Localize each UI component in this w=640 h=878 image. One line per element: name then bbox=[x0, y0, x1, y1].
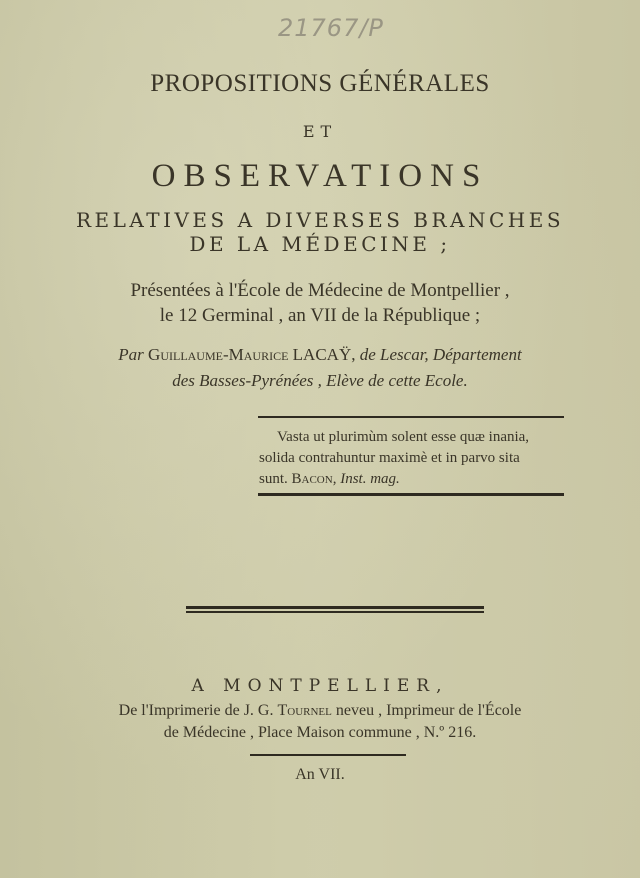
epigraph-author: Bacon bbox=[291, 471, 333, 487]
imprint-line-2: de Médecine , Place Maison commune , N.º 216. bbox=[163, 724, 477, 741]
title-relatives-1: RELATIVES A DIVERSES BRANCHES bbox=[75, 208, 565, 232]
title-conjunction: ET bbox=[302, 122, 338, 141]
imprint-post: neveu , Imprimeur de l'École bbox=[335, 702, 522, 719]
shelfmark-annotation: 21767/P bbox=[278, 14, 384, 42]
title-line-2: OBSERVATIONS bbox=[151, 158, 489, 194]
epigraph-bottom-rule bbox=[258, 493, 564, 496]
epigraph-line-2: solida contrahuntur maximè et in parvo sita bbox=[259, 450, 520, 466]
imprint-city: A MONTPELLIER, bbox=[191, 676, 449, 696]
author-line-1 bbox=[0, 345, 640, 365]
author-par: Par bbox=[118, 345, 144, 364]
publication-year: An VII. bbox=[295, 766, 345, 783]
epigraph-line-1: Vasta ut plurimùm solent esse quæ inania, bbox=[277, 429, 530, 445]
imprint-line-1 bbox=[0, 702, 640, 720]
author-line-2: des Basses-Pyrénées , Elève de cette Ecole. bbox=[172, 371, 468, 390]
presentation-line-1: Présentées à l'École de Médecine de Montpellier , bbox=[130, 280, 510, 301]
title-line-1: PROPOSITIONS GÉNÉRALES bbox=[150, 70, 490, 97]
author-surname: LACAŸ, bbox=[292, 345, 356, 364]
presentation-line-2: le 12 Germinal , an VII de la République ; bbox=[159, 305, 481, 326]
epigraph-sunt: sunt. bbox=[259, 471, 288, 487]
title-relatives-2: DE LA MÉDECINE ; bbox=[189, 232, 451, 256]
epigraph-work: Inst. mag. bbox=[340, 471, 400, 487]
epigraph-line-3: sunt. Bacon, Inst. mag. bbox=[259, 471, 400, 487]
imprint-printer: Tournel bbox=[277, 702, 332, 719]
epigraph-top-rule bbox=[258, 416, 564, 418]
author-name: Guillaume-Maurice bbox=[148, 345, 289, 364]
author-origin: de Lescar, Département bbox=[359, 345, 522, 364]
year-rule bbox=[250, 754, 406, 756]
imprint-pre: De l'Imprimerie de J. G. bbox=[118, 702, 274, 719]
ornamental-divider-top bbox=[186, 606, 484, 609]
ornamental-divider-bottom bbox=[186, 611, 484, 613]
